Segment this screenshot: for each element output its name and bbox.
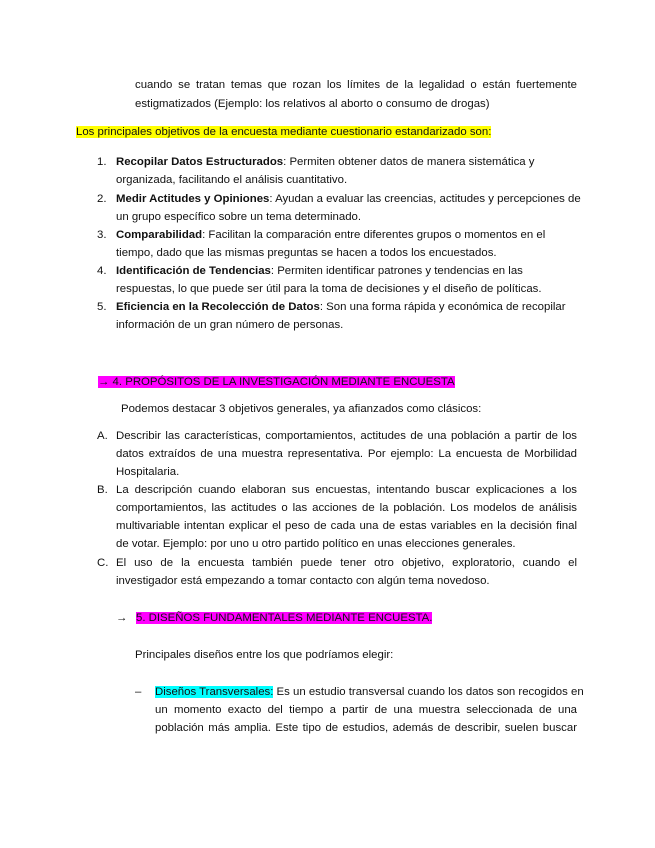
objective-item-4: [116, 262, 523, 280]
objectives-heading: [76, 123, 491, 141]
objective-number: 1.: [97, 156, 107, 168]
section-4-heading-text: → 4. PROPÓSITOS DE LA INVESTIGACIÓN MEDIANTE ENCUESTA: [98, 376, 455, 388]
item-c-line: El uso de la encuesta también puede tener otro objetivo, exploratorio, cuando el: [116, 557, 577, 569]
objective-item-5-cont: información de un gran número de personas.: [116, 319, 344, 331]
section-5-intro: Principales diseños entre los que podríamos elegir:: [135, 649, 394, 661]
bullet-dash: –: [135, 686, 142, 698]
section-5-heading: [136, 609, 432, 627]
objective-term: Eficiencia en la Recolección de Datos: [116, 301, 320, 313]
design-transversal-line-2: un momento exacto del tiempo a partir de una muestra seleccionada de una: [155, 704, 577, 716]
section-4-heading: [98, 373, 455, 391]
objective-item-5: [116, 298, 566, 316]
objective-item-2-cont: un grupo específico sobre un tema determinado.: [116, 211, 362, 223]
objective-term: Recopilar Datos Estructurados: [116, 156, 284, 168]
objective-item-1-cont: organizada, facilitando el análisis cuantitativo.: [116, 174, 348, 186]
objective-number: 4.: [97, 265, 107, 277]
item-a-line: Hospitalaria.: [116, 466, 180, 478]
objective-item-4-cont: respuestas, lo que puede ser útil para la toma de decisiones y el diseño de políticas.: [116, 283, 542, 295]
intro-line-1: cuando se tratan temas que rozan los límites de la legalidad o están fuertemente: [135, 79, 577, 91]
objective-desc: : Facilitan la comparación entre diferentes grupos o momentos en el: [202, 229, 546, 241]
item-c-line: investigador está empezando a tomar contacto con algún tema novedoso.: [116, 575, 490, 587]
objective-item-2: [116, 190, 581, 208]
item-a-line: Describir las características, comportamientos, actitudes de una población a partir de los: [116, 430, 577, 442]
item-b-line: multivariable intentan explicar el peso de cada una de estas variables en la decisión final: [116, 520, 577, 532]
objective-item-3-cont: tiempo, dado que las mismas preguntas se hacen a todos los encuestados.: [116, 247, 497, 259]
objective-desc: : Permiten identificar patrones y tendencias en las: [270, 265, 523, 277]
item-b-line: La descripción cuando elaboran sus encuestas, intentando buscar explicaciones a los: [116, 484, 577, 496]
item-letter: C.: [97, 557, 109, 569]
item-b-line: de votar. Ejemplo: por uno u otro partido político en unas elecciones generales.: [116, 538, 516, 550]
objective-number: 5.: [97, 301, 107, 313]
item-b-line: comportamientos, las actitudes o las acciones de la población. Los modelos de análisis: [116, 502, 577, 514]
objectives-heading-text: Los principales objetivos de la encuesta mediante cuestionario estandarizado son:: [76, 126, 492, 138]
objective-desc: : Son una forma rápida y económica de recopilar: [319, 301, 566, 313]
section-5-heading-text: 5. DISEÑOS FUNDAMENTALES MEDIANTE ENCUESTA.: [136, 612, 433, 624]
objective-term: Identificación de Tendencias: [116, 265, 271, 277]
objective-term: Medir Actitudes y Opiniones: [116, 193, 270, 205]
intro-line-2: estigmatizados (Ejemplo: los relativos al aborto o consumo de drogas): [135, 98, 490, 110]
objective-desc: : Permiten obtener datos de manera sistemática y: [283, 156, 535, 168]
design-transversal-line-1: [155, 683, 584, 701]
item-letter: B.: [97, 484, 108, 496]
design-transversal-term: Diseños Transversales:: [155, 686, 274, 698]
objective-number: 2.: [97, 193, 107, 205]
section-5-arrow: →: [116, 612, 128, 624]
design-transversal-desc: Es un estudio transversal cuando los datos son recogidos en: [273, 686, 584, 698]
design-transversal-line-3: población más amplia. Este tipo de estudios, además de describir, suelen buscar: [155, 722, 577, 734]
objective-item-1: [116, 153, 534, 171]
objective-term: Comparabilidad: [116, 229, 203, 241]
objective-desc: : Ayudan a evaluar las creencias, actitudes y percepciones de: [269, 193, 581, 205]
objective-number: 3.: [97, 229, 107, 241]
item-a-line: datos extraídos de una muestra representativa. Por ejemplo: La encuesta de Morbilidad: [116, 448, 577, 460]
item-letter: A.: [97, 430, 108, 442]
section-4-intro: Podemos destacar 3 objetivos generales, ya afianzados como clásicos:: [121, 403, 482, 415]
objective-item-3: [116, 226, 545, 244]
